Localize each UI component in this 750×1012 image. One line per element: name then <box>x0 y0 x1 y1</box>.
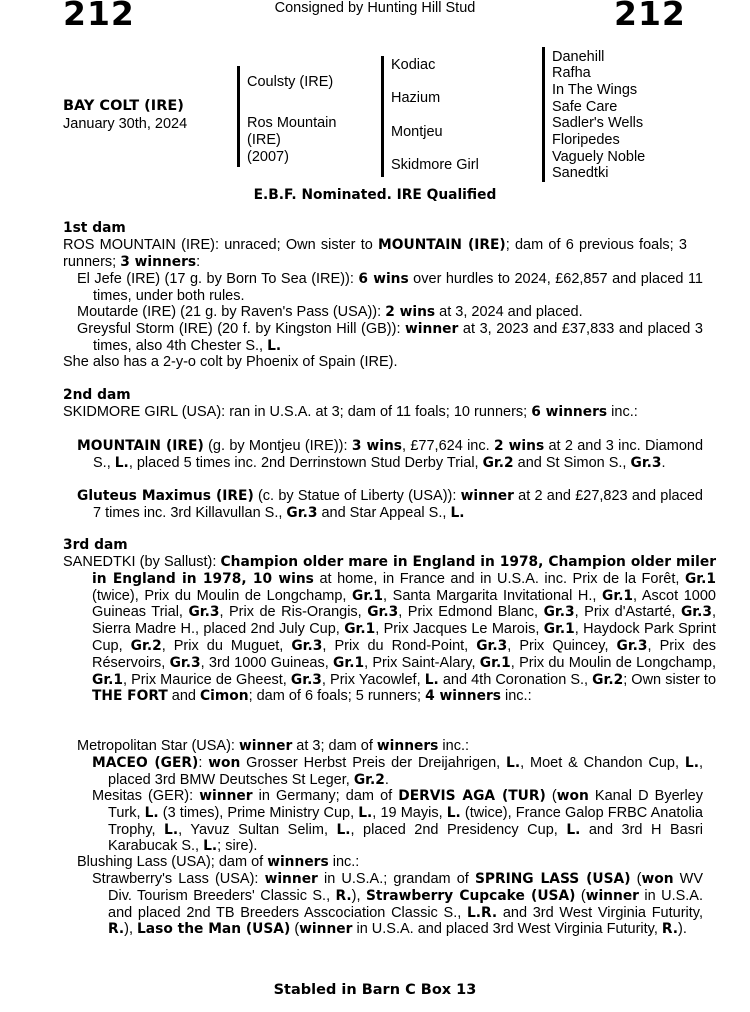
pedigree-dam-name: Ros Mountain <box>247 115 337 131</box>
progeny-entry: Gluteus Maximus (IRE) (c. by Statue of Liberty (USA)): winner at 2 and £27,823 and placed 7 times inc. 3rd Killavullan S., Gr.3 and Star Appeal S., L. <box>77 488 703 521</box>
progeny-entry: Greysful Storm (IRE) (20 f. by Kingston Hill (GB)): winner at 3, 2023 and £37,833 and placed 3 times, also 4th Chester S., L. <box>77 321 703 354</box>
second-dam-heading: 2nd dam <box>63 387 131 403</box>
grand-progeny-entry: Strawberry's Lass (USA): winner in U.S.A.; grandam of SPRING LASS (USA) (won WV Div. Tourism Breeders' Classic S., R.), Strawberry Cupcake (USA) (winner in U.S.A. and placed 2nd TB Breeders Asscociation Classic S., L.R. and 3rd West Virginia Futurity, R.), Laso the Man (USA) (winner in U.S.A. and placed 3rd West Virginia Futurity, R.). <box>92 871 703 938</box>
progeny-entry: Metropolitan Star (USA): winner at 3; dam of winners inc.: <box>77 738 470 754</box>
pedigree-bracket-2 <box>381 56 384 177</box>
pedigree-g2-item: Skidmore Girl <box>391 157 479 173</box>
pedigree-g3-item: Rafha <box>552 65 591 81</box>
first-dam-paragraph: ROS MOUNTAIN (IRE): unraced; Own sister to MOUNTAIN (IRE); dam of 6 previous foals; 3 runners; 3 winners: <box>63 237 687 270</box>
pedigree-g3-item: Danehill <box>552 49 605 65</box>
pedigree-bracket-1 <box>237 66 240 167</box>
third-dam-paragraph: SANEDTKI (by Sallust): Champion older mare in England in 1978, Champion older miler in England in 1978, 10 wins at home, in France and in U.S.A. inc. Prix de la Forêt, Gr.1 (twice), Prix du Moulin de Longchamp, Gr.1, Santa Margarita Invitational H., Gr.1, Ascot 1000 Guineas Trial, Gr.3, Prix de Ris-Orangis, Gr.3, Prix Edmond Blanc, Gr.3, Prix d'Astarté, Gr.3, Sierra Madre H., placed 2nd July Cup, Gr.1, Prix Jacques Le Marois, Gr.1, Haydock Park Sprint Cup, Gr.2, Prix du Muguet, Gr.3, Prix du Rond-Point, Gr.3, Prix Quincey, Gr.3, Prix des Réservoirs, Gr.3, 3rd 1000 Guineas, Gr.1, Prix Saint-Alary, Gr.1, Prix du Moulin de Longchamp, Gr.1, Prix Maurice de Gheest, Gr.3, Prix Yacowlef, L. and 4th Coronation S., Gr.2; Own sister to THE FORT and Cimon; dam of 6 foals; 5 runners; 4 winners inc.: <box>63 554 717 705</box>
grand-progeny-entry: Mesitas (GER): winner in Germany; dam of DERVIS AGA (TUR) (won Kanal D Byerley Turk, L. (3 times), Prime Ministry Cup, L., 19 Mayis, L. (twice), France Galop FRBC Anatolia Trophy, L., Yavuz Sultan Selim, L., placed 2nd Presidency Cup, L. and 3rd H Basri Karabucak S., L.; sire). <box>92 788 703 855</box>
pedigree-dam-country: (IRE) <box>247 132 281 148</box>
pedigree-g2-item: Hazium <box>391 90 441 106</box>
pedigree-dam-year: (2007) <box>247 149 289 165</box>
pedigree-g3-item: Sanedtki <box>552 165 609 181</box>
horse-description: BAY COLT (IRE) <box>63 98 184 114</box>
first-dam-note: She also has a 2-y-o colt by Phoenix of Spain (IRE). <box>63 354 398 370</box>
grand-progeny-entry: MACEO (GER): won Grosser Herbst Preis der Dreijahrigen, L., Moet & Chandon Cup, L., placed 3rd BMW Deutsches St Leger, Gr.2. <box>92 755 703 788</box>
progeny-entry: El Jefe (IRE) (17 g. by Born To Sea (IRE)): 6 wins over hurdles to 2024, £62,857 and placed 11 times, under both rules. <box>77 271 703 304</box>
consignor: Consigned by Hunting Hill Stud <box>274 0 476 16</box>
lot-number-right: 212 <box>614 0 686 33</box>
lot-number-left: 212 <box>63 0 135 33</box>
pedigree-sire: Coulsty (IRE) <box>247 74 334 90</box>
second-dam-paragraph: SKIDMORE GIRL (USA): ran in U.S.A. at 3; dam of 11 foals; 10 runners; 6 winners inc.: <box>63 404 638 420</box>
pedigree-g2-item: Kodiac <box>391 57 436 73</box>
pedigree-g2-item: Montjeu <box>391 124 443 140</box>
nominations: E.B.F. Nominated. IRE Qualified <box>253 187 497 203</box>
progeny-entry: Moutarde (IRE) (21 g. by Raven's Pass (USA)): 2 wins at 3, 2024 and placed. <box>77 304 583 320</box>
first-dam-heading: 1st dam <box>63 220 126 236</box>
progeny-entry: Blushing Lass (USA); dam of winners inc.: <box>77 854 360 870</box>
third-dam-heading: 3rd dam <box>63 537 128 553</box>
pedigree-g3-item: Vaguely Noble <box>552 149 646 165</box>
pedigree-g3-item: Floripedes <box>552 132 620 148</box>
pedigree-g3-item: Safe Care <box>552 99 618 115</box>
pedigree-bracket-3 <box>542 47 545 182</box>
pedigree-g3-item: Sadler's Wells <box>552 115 644 131</box>
horse-foaled: January 30th, 2024 <box>63 116 188 132</box>
progeny-entry: MOUNTAIN (IRE) (g. by Montjeu (IRE)): 3 wins, £77,624 inc. 2 wins at 2 and 3 inc. Diamond S., L., placed 5 times inc. 2nd Derrinstown Stud Derby Trial, Gr.2 and St Simon S., Gr.3. <box>77 438 704 471</box>
pedigree-g3-item: In The Wings <box>552 82 638 98</box>
footer-stabling: Stabled in Barn C Box 13 <box>273 982 477 998</box>
